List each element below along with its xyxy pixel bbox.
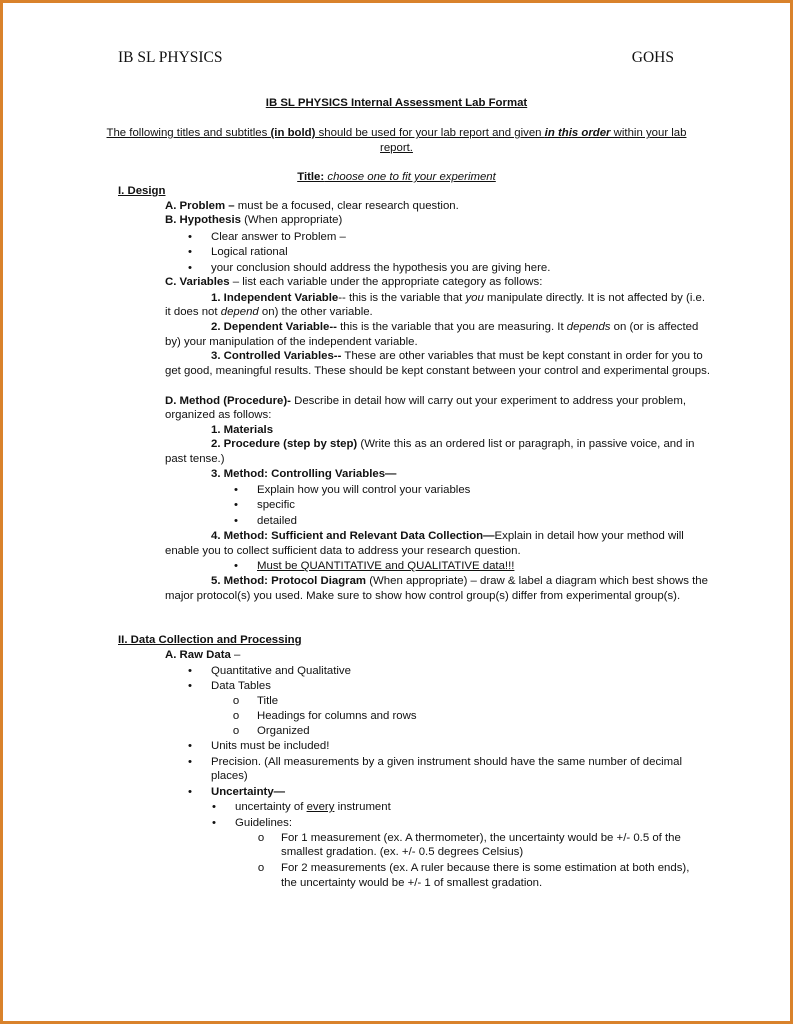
method-line-2: organized as follows: (165, 409, 272, 421)
dependent-variable-line-2: by) your manipulation of the independent variable. (165, 336, 418, 348)
protocol-line-2: major protocol(s) you used. Make sure to show how control group(s) differ from experimental group(s). (165, 590, 681, 602)
sufficient-data-line-2: enable you to collect sufficient data to address your research question. (165, 545, 521, 557)
dv-label: 2. Dependent Variable-- (211, 321, 337, 333)
sufficient-data-line-1 (211, 529, 684, 544)
iv-text: -- this is the variable that (338, 292, 466, 304)
bullet-icon: • (234, 484, 238, 496)
hypothesis-bullet: your conclusion should address the hypothesis you are giving here. (211, 262, 551, 274)
bullet-icon: • (188, 246, 192, 258)
hypothesis-bullet: Clear answer to Problem – (211, 231, 346, 243)
raw-data-line (165, 648, 240, 663)
guideline-2-line-1: For 2 measurements (ex. A ruler because there is some estimation at both ends), (281, 862, 690, 874)
intro-bold: (in bold) (270, 127, 316, 139)
variables-line (165, 275, 542, 290)
bullet-icon: • (234, 499, 238, 511)
circle-bullet-icon: o (232, 725, 240, 737)
circle-bullet-icon: o (232, 710, 240, 722)
cv-label: 3. Controlled Variables-- (211, 350, 342, 362)
hypothesis-line (165, 213, 342, 228)
method-line-1 (165, 394, 686, 409)
bullet-icon: • (188, 262, 192, 274)
iv-italic: depend (220, 306, 259, 318)
raw-data-label: A. Raw Data (165, 649, 231, 661)
hypothesis-bullet: Logical rational (211, 246, 288, 258)
guideline-2-line-2: the uncertainty would be +/- 1 of smallest gradation. (281, 877, 543, 889)
iv-label: 1. Independent Variable (211, 292, 339, 304)
header-right: GOHS (631, 49, 674, 66)
bullet-icon: • (188, 786, 192, 798)
procedure-label: 2. Procedure (step by step) (211, 438, 358, 450)
iv-italic: you (465, 292, 484, 304)
section-data-heading: II. Data Collection and Processing (118, 634, 302, 646)
bullet-icon: • (188, 756, 192, 768)
bullet-icon: • (234, 560, 238, 572)
dv-text: on (or is affected (610, 321, 699, 333)
bullet-icon: • (188, 231, 192, 243)
method-label: D. Method (Procedure)- (165, 395, 291, 407)
intro-text: within your lab (610, 127, 687, 139)
doc-title: IB SL PHYSICS Internal Assessment Lab Format (265, 97, 528, 109)
procedure-text: (Write this as an ordered list or paragraph, in passive voice, and in (357, 438, 695, 450)
controlled-variables-line-2: get good, meaningful results. These should be kept constant between your control and experimental groups. (165, 365, 710, 377)
title-instruction (100, 170, 693, 185)
intro-text: should be used for your lab report and given (315, 127, 545, 139)
controlling-bullet: Explain how you will control your variables (257, 484, 471, 496)
unc-text: instrument (334, 801, 391, 813)
protocol-text: (When appropriate) – draw & label a diagram which best shows the (366, 575, 708, 587)
variables-label: C. Variables (165, 276, 230, 288)
dv-text: this is the variable that you are measuring. It (336, 321, 567, 333)
uncertainty-heading: Uncertainty— (211, 786, 286, 798)
hypothesis-label: B. Hypothesis (165, 214, 241, 226)
sufficient-bullet: Must be QUANTITATIVE and QUALITATIVE data!!! (257, 560, 515, 572)
bullet-icon: • (212, 817, 216, 829)
controlling-bullet: detailed (257, 515, 297, 527)
dv-italic: depends (566, 321, 611, 333)
controlling-bullet: specific (257, 499, 295, 511)
cv-text: These are other variables that must be kept constant in order for you to (341, 350, 703, 362)
header-left: IB SL PHYSICS (118, 49, 223, 66)
bullet-icon: • (188, 680, 192, 692)
intro-text: The following titles and subtitles (106, 127, 271, 139)
bullet-icon: • (188, 740, 192, 752)
table-sub-bullet: Headings for columns and rows (257, 710, 417, 722)
unc-text: uncertainty of (235, 801, 307, 813)
guideline-1-line-2: smallest gradation. (ex. +/- 0.5 degrees Celsius) (281, 846, 524, 858)
procedure-line-2: past tense.) (165, 453, 225, 465)
controlled-variables-line-1 (211, 349, 703, 364)
iv-text: manipulate directly. It is not affected by (i.e. (483, 292, 706, 304)
section-design-heading: I. Design (118, 185, 166, 197)
iv-text: on) the other variable. (258, 306, 373, 318)
iv-text: it does not (165, 306, 221, 318)
title-label: Title: (297, 171, 325, 183)
protocol-label: 5. Method: Protocol Diagram (211, 575, 367, 587)
intro-line-1 (100, 126, 693, 141)
protocol-line-1 (211, 574, 708, 589)
raw-data-bullet: Units must be included! (211, 740, 330, 752)
precision-line-1: Precision. (All measurements by a given instrument should have the same number of decimal (211, 756, 683, 768)
independent-variable-line-2 (165, 305, 373, 320)
uncertainty-every-line (235, 800, 391, 815)
guideline-1-line-1: For 1 measurement (ex. A thermometer), the uncertainty would be +/- 0.5 of the (281, 832, 681, 844)
independent-variable-line-1 (211, 291, 705, 306)
hypothesis-text: (When appropriate) (240, 214, 343, 226)
circle-bullet-icon: o (257, 832, 265, 844)
unc-underlined: every (306, 801, 335, 813)
raw-data-text: – (230, 649, 241, 661)
circle-bullet-icon: o (257, 862, 265, 874)
guidelines-label: Guidelines: (235, 817, 292, 829)
bullet-icon: • (188, 665, 192, 677)
table-sub-bullet: Organized (257, 725, 310, 737)
circle-bullet-icon: o (232, 695, 240, 707)
controlling-variables-item: 3. Method: Controlling Variables— (211, 468, 397, 480)
problem-line (165, 199, 459, 214)
intro-line-2: report. (380, 142, 413, 154)
dependent-variable-line-1 (211, 320, 698, 335)
problem-text: must be a focused, clear research question. (234, 200, 459, 212)
raw-data-bullet: Data Tables (211, 680, 271, 692)
title-text: choose one to fit your experiment (324, 171, 496, 183)
bullet-icon: • (234, 515, 238, 527)
method-text: Describe in detail how will carry out your experiment to address your problem, (290, 395, 686, 407)
variables-text: – list each variable under the appropriate category as follows: (229, 276, 543, 288)
intro-bold: in this order (544, 127, 611, 139)
raw-data-bullet: Quantitative and Qualitative (211, 665, 351, 677)
table-sub-bullet: Title (257, 695, 279, 707)
problem-label: A. Problem – (165, 200, 235, 212)
procedure-line-1 (211, 437, 694, 452)
materials-item: 1. Materials (211, 424, 274, 436)
sufficient-text: Explain in detail how your method will (494, 530, 684, 542)
sufficient-label: 4. Method: Sufficient and Relevant Data Collection— (211, 530, 495, 542)
precision-line-2: places) (211, 770, 248, 782)
bullet-icon: • (212, 801, 216, 813)
